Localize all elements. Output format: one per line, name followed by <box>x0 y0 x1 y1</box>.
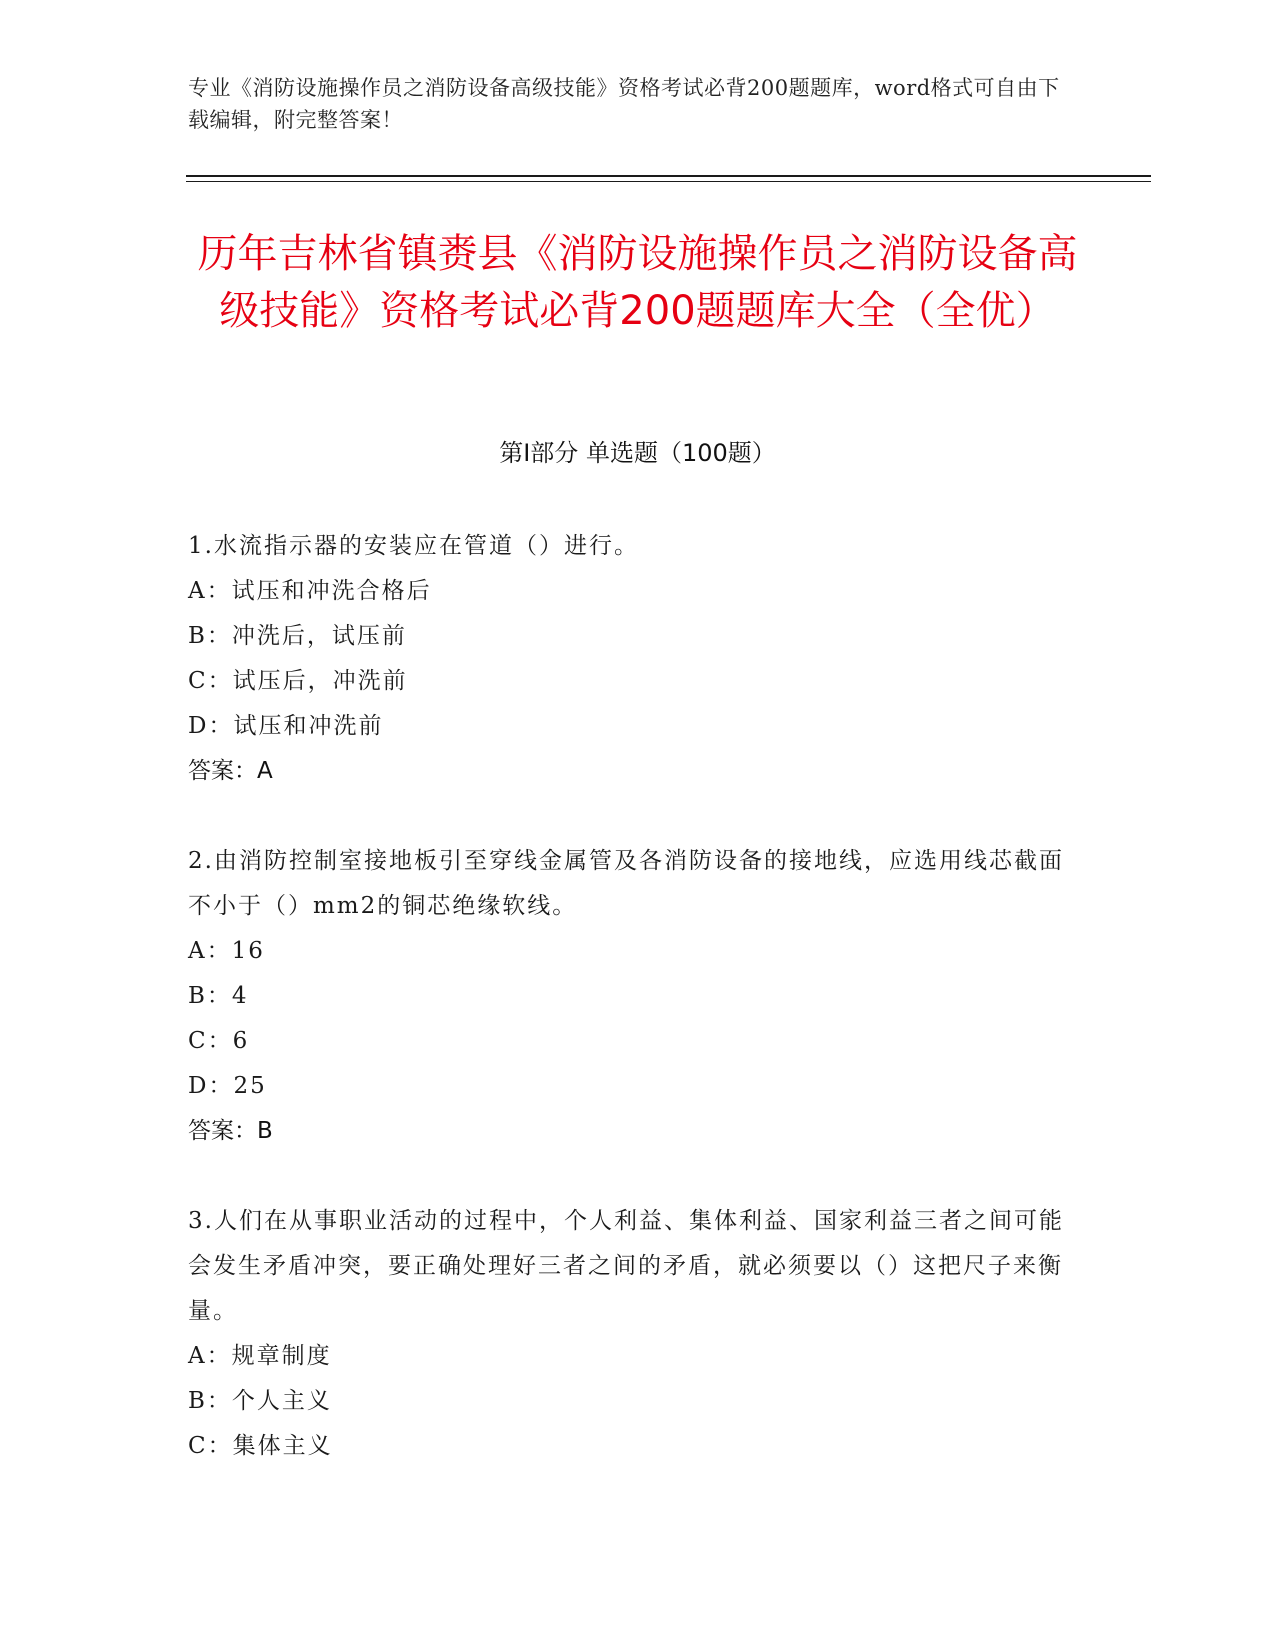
question-stem: 3.人们在从事职业活动的过程中，个人利益、集体利益、国家利益三者之间可能会发生矛盾冲突，要正确处理好三者之间的矛盾，就必须要以（）这把尺子来衡量。 <box>188 1208 1064 1324</box>
question-3 <box>188 1199 1068 1469</box>
question-stem: 2.由消防控制室接地板引至穿线金属管及各消防设备的接地线，应选用线芯截面不小于（）mm2的铜芯绝缘软线。 <box>188 848 1064 919</box>
question-1 <box>188 524 1068 794</box>
header-divider-thin <box>186 181 1151 182</box>
question-2 <box>188 839 1068 1154</box>
question-stem: 1.水流指示器的安装应在管道（）进行。 <box>188 533 639 559</box>
option-b: B：4 <box>188 983 249 1009</box>
option-c: C：集体主义 <box>188 1433 333 1459</box>
header-divider-thick <box>186 175 1151 177</box>
option-c: C：试压后，冲洗前 <box>188 668 408 694</box>
option-a: A：16 <box>188 938 265 964</box>
answer: 答案：B <box>188 1118 273 1144</box>
option-d: D：试压和冲洗前 <box>188 713 384 739</box>
option-b: B：冲洗后，试压前 <box>188 623 407 649</box>
document-title: 历年吉林省镇赉县《消防设施操作员之消防设备高级技能》资格考试必背200题题库大全（全优） <box>197 231 1078 334</box>
option-a: A：试压和冲洗合格后 <box>188 578 432 604</box>
header-note: 专业《消防设施操作员之消防设备高级技能》资格考试必背200题题库，word格式可自由下载编辑，附完整答案！ <box>188 76 1060 132</box>
option-c: C：6 <box>188 1028 250 1054</box>
option-a: A：规章制度 <box>188 1343 332 1369</box>
question-list <box>188 524 1068 1514</box>
option-d: D：25 <box>188 1073 267 1099</box>
option-b: B：个人主义 <box>188 1388 332 1414</box>
section-heading: 第Ⅰ部分 单选题（100题） <box>499 439 776 467</box>
answer: 答案：A <box>188 758 273 784</box>
